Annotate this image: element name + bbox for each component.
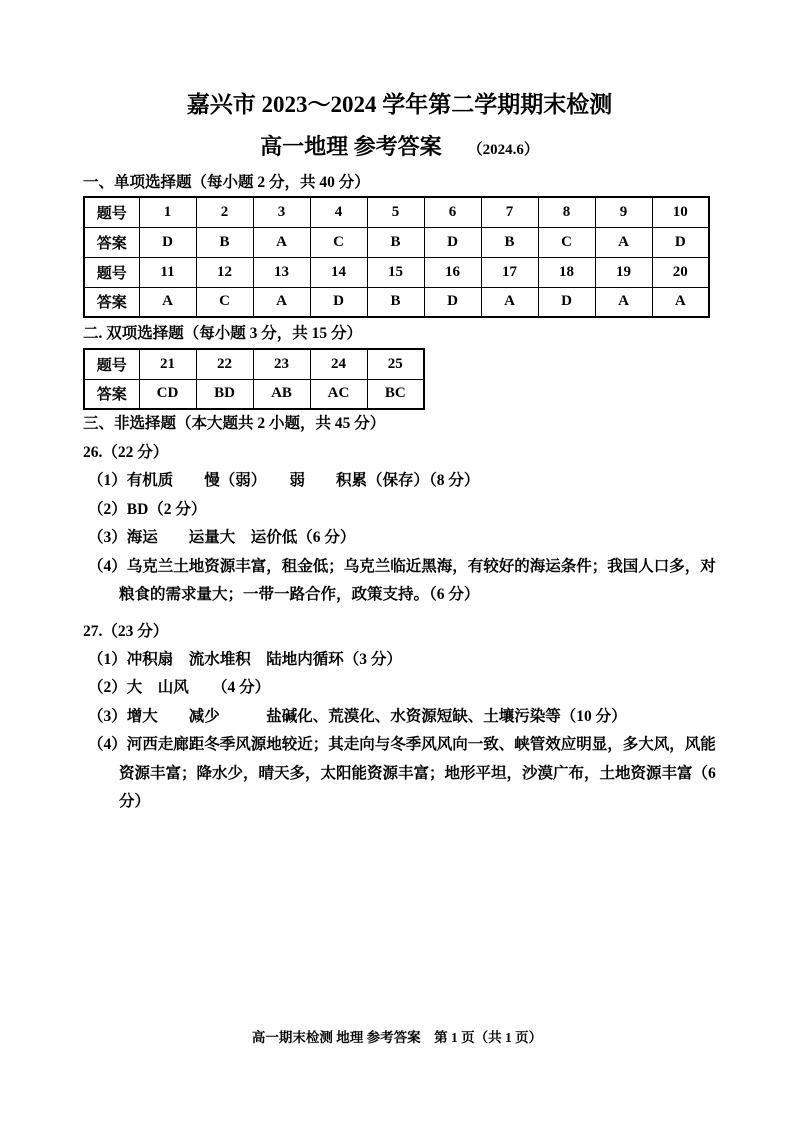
answer-cell: 19 — [595, 257, 652, 287]
answer-cell: A — [253, 287, 310, 317]
answer-cell: BC — [367, 379, 424, 409]
answer-cell: D — [652, 227, 709, 257]
answer-cell: D — [310, 287, 367, 317]
question-26-number: 26.（22 分） — [83, 444, 169, 461]
answer-cell: 14 — [310, 257, 367, 287]
question-27-answer-4: （4）河西走廊距冬季风源地较近；其走向与冬季风风向一致、峡管效应明显，多大风，风能资源丰富；降水少，晴天多，太阳能资源丰富；地形平坦，沙漠广布，土地资源丰富（6 分） — [88, 736, 716, 810]
answer-cell: A — [253, 227, 310, 257]
answer-cell: B — [367, 287, 424, 317]
answer-cell: 5 — [367, 197, 424, 227]
answer-cell: 13 — [253, 257, 310, 287]
answer-cell: 3 — [253, 197, 310, 227]
section-heading-double-choice: 二. 双项选择题（每小题 3 分，共 15 分） — [83, 325, 363, 342]
table-row-question-numbers-1-10 — [84, 197, 709, 227]
answer-cell: 11 — [139, 257, 196, 287]
question-27-answer-1: （1）冲积扇 流水堆积 陆地内循环（3 分） — [88, 650, 402, 668]
answer-cell: A — [595, 287, 652, 317]
single-choice-answer-table — [83, 196, 710, 318]
question-27-answer-2: （2）大 山风 （4 分） — [88, 679, 271, 696]
answer-cell: 7 — [481, 197, 538, 227]
question-27 — [83, 621, 716, 817]
answer-cell: B — [367, 227, 424, 257]
document-body — [83, 88, 716, 817]
answer-cell: C — [196, 287, 253, 317]
answer-cell: C — [310, 227, 367, 257]
answer-cell: A — [481, 287, 538, 317]
table-row-answers-21-25 — [84, 379, 424, 409]
answer-cell: B — [196, 227, 253, 257]
row-label: 答案 — [84, 287, 139, 317]
question-26-answers — [83, 467, 716, 610]
page-footer: 高一期末检测 地理 参考答案 第 1 页（共 1 页） — [251, 1030, 543, 1045]
answer-cell: 25 — [367, 349, 424, 379]
answer-cell: A — [652, 287, 709, 317]
answer-cell: D — [139, 227, 196, 257]
answer-cell: BD — [196, 379, 253, 409]
answer-cell: 12 — [196, 257, 253, 287]
question-26-answer-1: （1）有机质 慢（弱） 弱 积累（保存）（8 分） — [88, 472, 480, 489]
exam-title: 嘉兴市 2023～2024 学年第二学期期末检测 — [186, 92, 613, 117]
table-row-question-numbers-21-25 — [84, 349, 424, 379]
question-27-number: 27.（23 分） — [83, 622, 169, 640]
question-26-answer-4: （4）乌克兰土地资源丰富，租金低；乌克兰临近黑海，有较好的海运条件；我国人口多，对粮食的需求量大；一带一路合作，政策支持。（6 分） — [88, 557, 716, 603]
question-26-answer-3: （3）海运 运量大 运价低（6 分） — [88, 529, 356, 546]
answer-cell: B — [481, 227, 538, 257]
answer-cell: 24 — [310, 349, 367, 379]
answer-cell: 16 — [424, 257, 481, 287]
answer-cell: 10 — [652, 197, 709, 227]
table-row-answers-1-10 — [84, 227, 709, 257]
subject-subtitle: 高一地理 参考答案 — [260, 134, 442, 159]
answer-cell: D — [424, 287, 481, 317]
answer-cell: D — [538, 287, 595, 317]
answer-cell: 17 — [481, 257, 538, 287]
answer-cell: C — [538, 227, 595, 257]
subtitle-row — [83, 130, 716, 167]
exam-date: （2024.6） — [467, 142, 539, 158]
answer-cell: 2 — [196, 197, 253, 227]
section-heading-single-choice: 一、单项选择题（每小题 2 分，共 40 分） — [83, 174, 370, 191]
answer-cell: 1 — [139, 197, 196, 227]
answer-cell: AB — [253, 379, 310, 409]
table-row-question-numbers-11-20 — [84, 257, 709, 287]
answer-cell: D — [424, 227, 481, 257]
row-label: 答案 — [84, 227, 139, 257]
answer-cell: A — [595, 227, 652, 257]
answer-cell: 23 — [253, 349, 310, 379]
answer-cell: 20 — [652, 257, 709, 287]
answer-cell: 6 — [424, 197, 481, 227]
section-heading-free-response: 三、非选择题（本大题共 2 小题，共 45 分） — [83, 415, 386, 432]
question-27-answer-3: （3）增大 减少 盐碱化、荒漠化、水资源短缺、土壤污染等（10 分） — [88, 707, 627, 725]
answer-cell: CD — [139, 379, 196, 409]
answer-cell: 8 — [538, 197, 595, 227]
row-label: 题号 — [84, 197, 139, 227]
answer-cell: 9 — [595, 197, 652, 227]
answer-cell: 18 — [538, 257, 595, 287]
row-label: 题号 — [84, 349, 139, 379]
row-label: 答案 — [84, 379, 139, 409]
question-26-answer-2: （2）BD（2 分） — [88, 500, 207, 518]
double-choice-answer-table — [83, 348, 425, 410]
row-label: 题号 — [84, 257, 139, 287]
answer-cell: 22 — [196, 349, 253, 379]
answer-cell: AC — [310, 379, 367, 409]
answer-cell: 4 — [310, 197, 367, 227]
table-row-answers-11-20 — [84, 287, 709, 317]
answer-cell: 21 — [139, 349, 196, 379]
question-26 — [83, 442, 716, 610]
answer-cell: A — [139, 287, 196, 317]
question-27-answers — [83, 646, 716, 817]
answer-cell: 15 — [367, 257, 424, 287]
